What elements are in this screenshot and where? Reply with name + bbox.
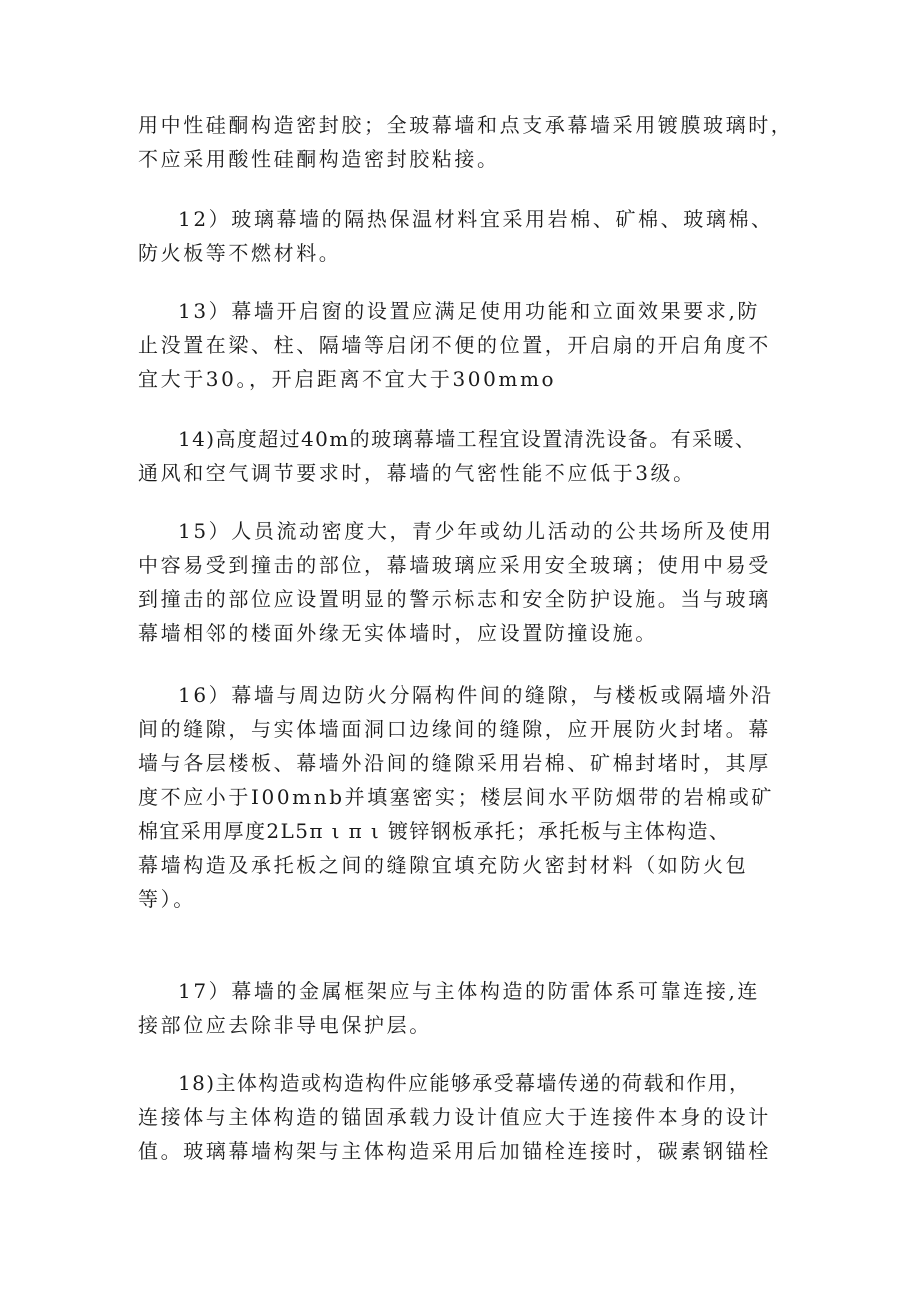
paragraph-item-12	[138, 202, 798, 270]
text-line: 连接体与主体构造的锚固承载力设计值应大于连接件本身的设计	[138, 1105, 771, 1129]
paragraph-continuation	[138, 108, 798, 176]
text-line: 16）幕墙与周边防火分隔构件间的缝隙，与楼板或隔墙外沿	[178, 683, 774, 707]
text-line: 度不应小于I00mnb并填塞密实；楼层间水平防烟带的岩棉或矿	[138, 785, 774, 809]
text-line: 12）玻璃幕墙的隔热保温材料宜采用岩棉、矿棉、玻璃棉、	[178, 207, 774, 231]
text-line: 等）。	[138, 887, 196, 911]
paragraph-item-16	[138, 678, 798, 916]
paragraph-item-18	[138, 1066, 798, 1168]
text-line: 用中性硅酮构造密封胶；全玻幕墙和点支承幕墙采用镀膜玻璃时，	[138, 113, 794, 137]
text-line: 18)主体构造或构造构件应能够承受幕墙传递的荷载和作用，	[178, 1071, 751, 1095]
text-line: 13）幕墙开启窗的设置应满足使用功能和立面效果要求,防	[178, 299, 761, 323]
text-line: 幕墙构造及承托板之间的缝隙宜填充防火密封材料（如防火包	[138, 853, 749, 877]
text-line: 棉宜采用厚度2L5π ι π ι 镀锌钢板承托；承托板与主体构造、	[138, 819, 731, 843]
paragraph-item-17	[138, 974, 798, 1042]
text-line: 宜大于30。，开启距离不宜大于300mmo	[138, 367, 557, 391]
text-line: 中容易受到撞击的部位，幕墙玻璃应采用安全玻璃；使用中易受	[138, 553, 771, 577]
text-line: 17）幕墙的金属框架应与主体构造的防雷体系可靠连接,连	[178, 979, 761, 1003]
text-line: 接部位应去除非导电保护层。	[138, 1013, 432, 1037]
text-line: 15）人员流动密度大，青少年或幼儿活动的公共场所及使用	[178, 519, 774, 543]
text-line: 到撞击的部位应设置明显的警示标志和安全防护设施。当与玻璃	[138, 587, 771, 611]
text-line: 值。玻璃幕墙构架与主体构造采用后加锚栓连接时，碳素钢锚栓	[138, 1139, 771, 1163]
text-line: 通风和空气调节要求时，幕墙的气密性能不应低于3级。	[138, 461, 696, 485]
text-line: 14)高度超过40m的玻璃幕墙工程宜设置清洗设备。有采暖、	[178, 427, 757, 451]
text-line: 防火板等不燃材料。	[138, 241, 342, 265]
paragraph-item-14	[138, 422, 798, 490]
text-line: 幕墙相邻的楼面外缘无实体墙时，应设置防撞设施。	[138, 621, 658, 645]
text-line: 墙与各层楼板、幕墙外沿间的缝隙采用岩棉、矿棉封堵时，其厚	[138, 751, 771, 775]
text-line: 止没置在梁、柱、隔墙等启闭不便的位置，开启扇的开启角度不	[138, 333, 771, 357]
text-line: 不应采用酸性硅酮构造密封胶粘接。	[138, 147, 500, 171]
paragraph-item-13	[138, 294, 798, 396]
text-line: 间的缝隙，与实体墙面洞口边缘间的缝隙，应开展防火封堵。幕	[138, 717, 771, 741]
paragraph-item-15	[138, 514, 798, 650]
